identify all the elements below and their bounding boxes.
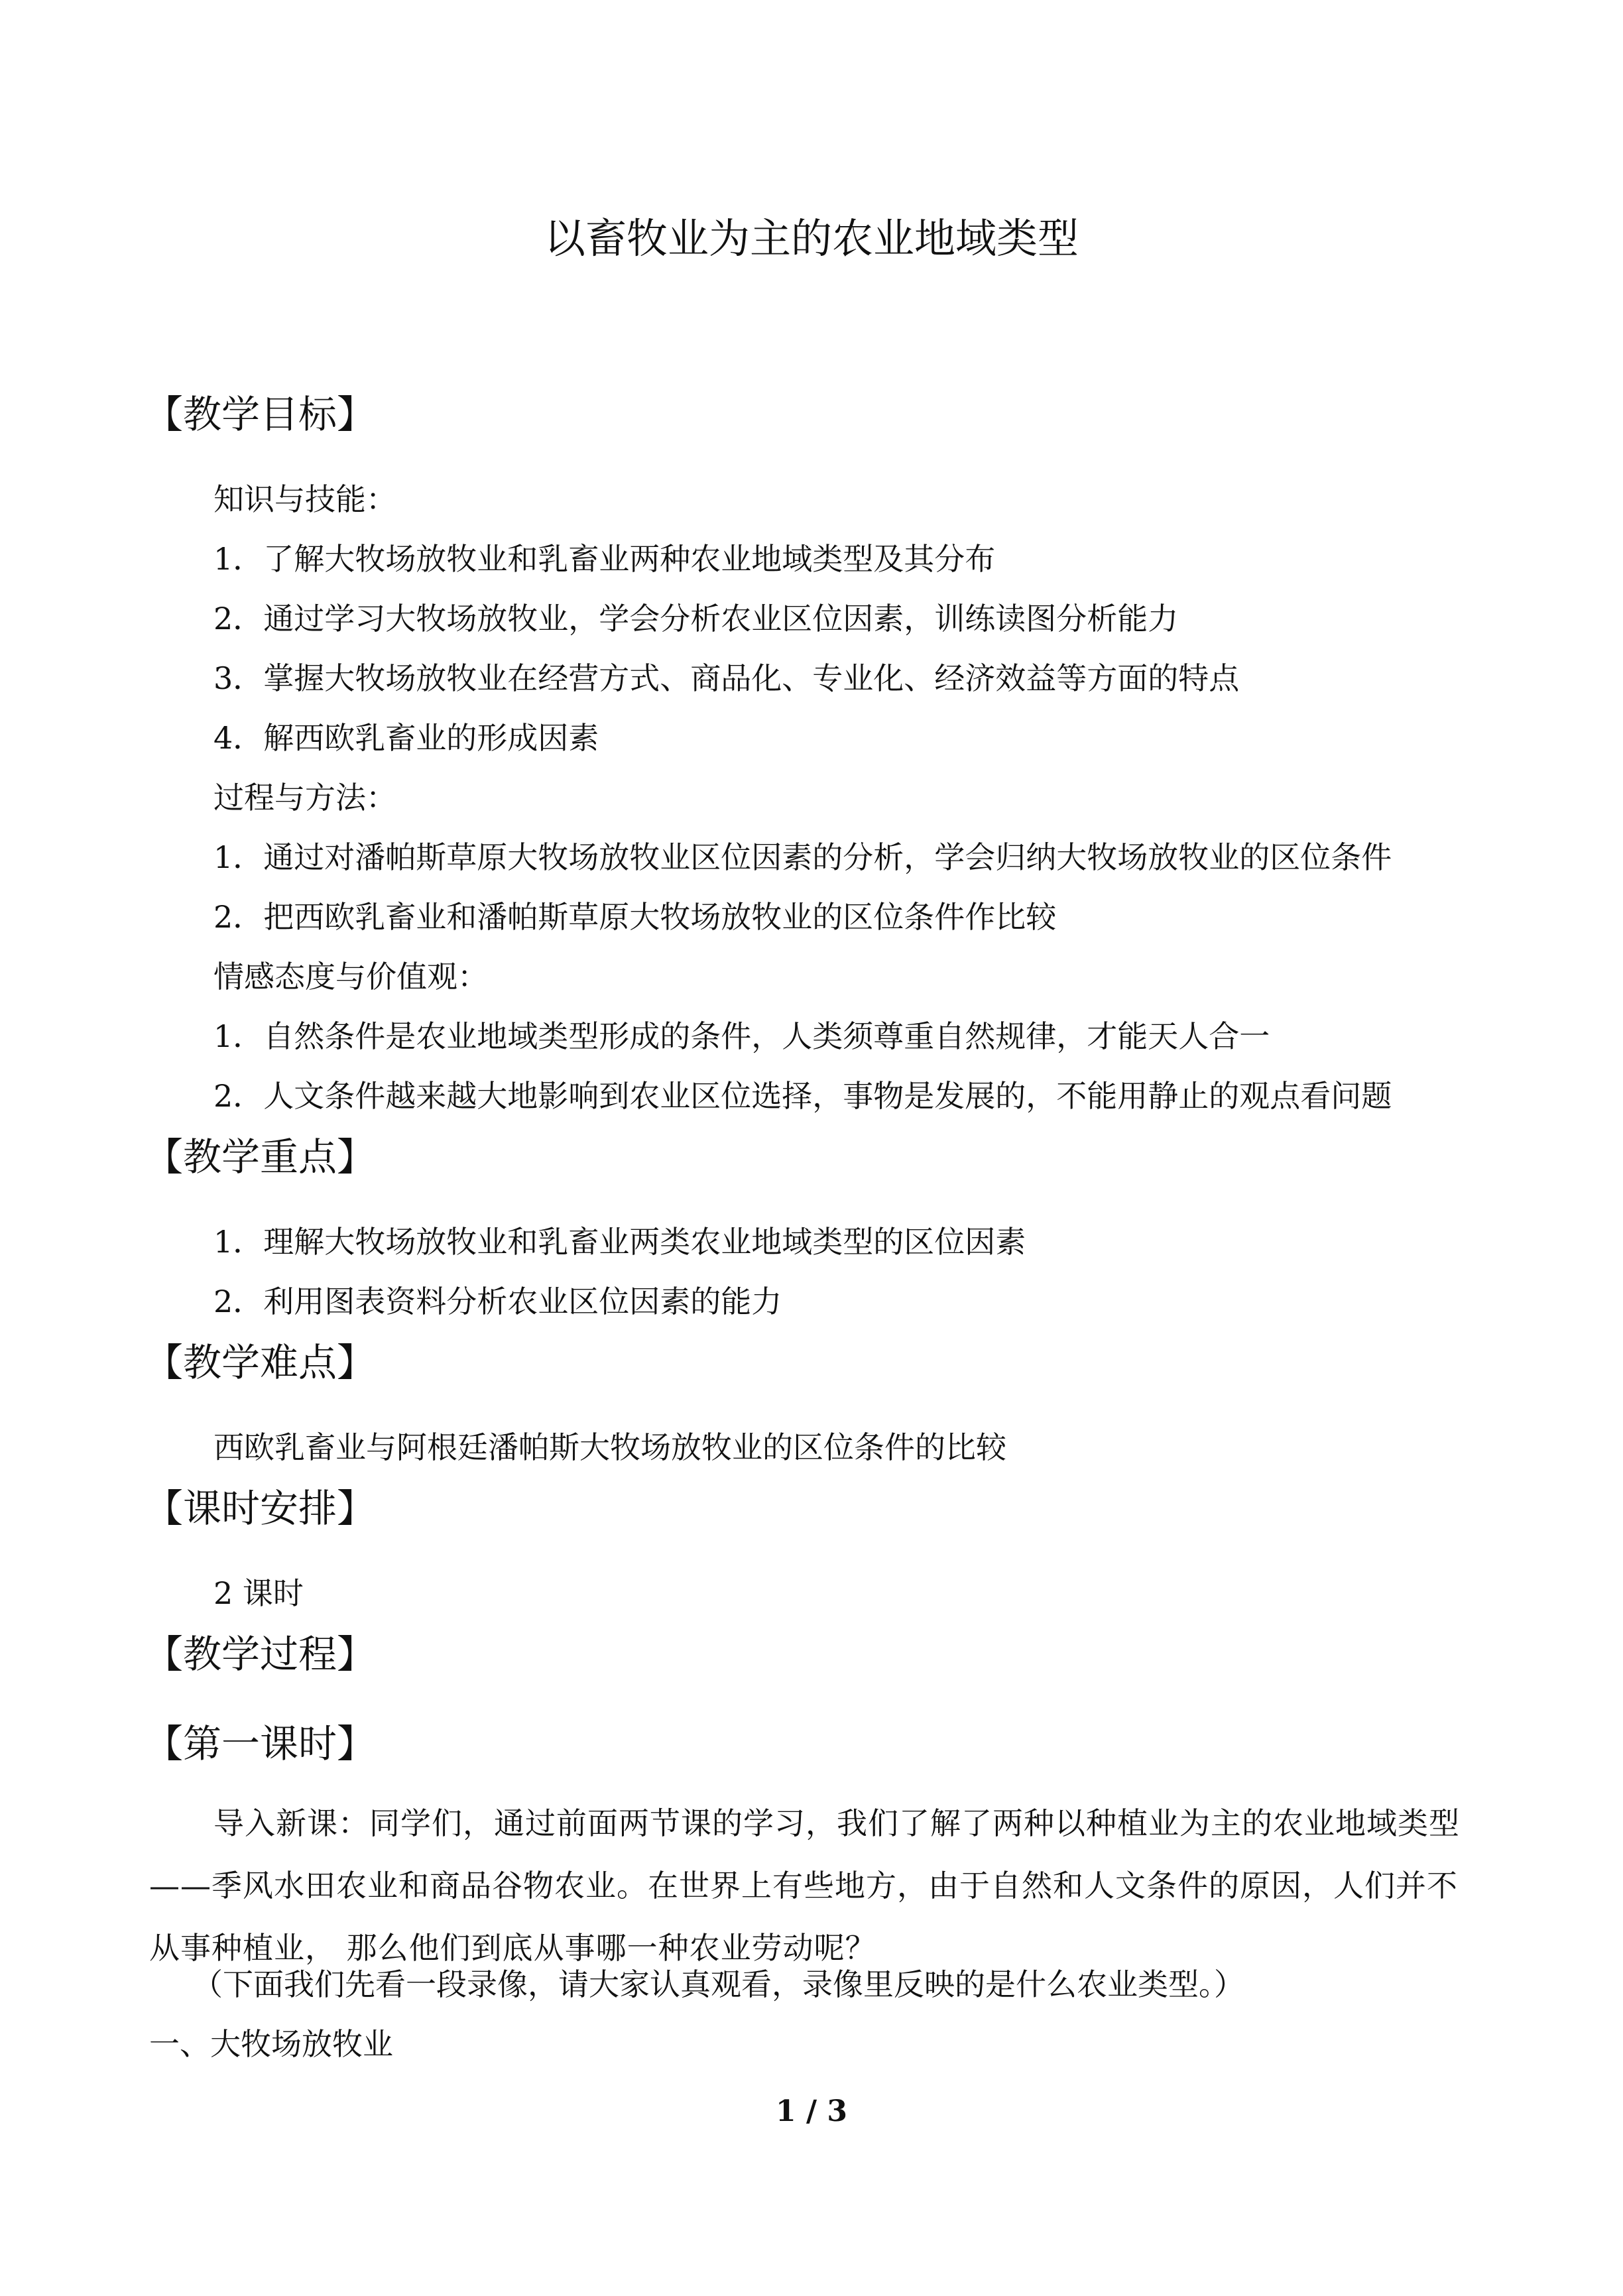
attitude-label: 情感态度与价值观： <box>213 959 488 995</box>
knowledge-item: 1．了解大牧场放牧业和乳畜业两种农业地域类型及其分布 <box>213 541 996 577</box>
heading-lesson-1: 【第一课时】 <box>145 1721 376 1766</box>
lesson-intro-paragraph: 导入新课：同学们，通过前面两节课的学习，我们了解了两种以种植业为主的农业地域类型——季风水田农业和商品谷物农业。在世界上有些地方，由于自然和人文条件的原因，人们并不从事种植业， 那么他们到底从事哪一种农业劳动呢？ <box>149 1805 1460 1966</box>
heading-schedule: 【课时安排】 <box>145 1486 376 1531</box>
subheading-ranching: 一、大牧场放牧业 <box>149 2026 393 2062</box>
page-number: 1 / 3 <box>776 2094 847 2128</box>
difficulty-text: 西欧乳畜业与阿根廷潘帕斯大牧场放牧业的区位条件的比较 <box>213 1429 1006 1465</box>
knowledge-label: 知识与技能： <box>213 481 396 517</box>
heading-objectives: 【教学目标】 <box>145 392 376 437</box>
heading-key-points: 【教学重点】 <box>145 1134 376 1179</box>
heading-difficulties: 【教学难点】 <box>145 1340 376 1385</box>
key-point-item: 1．理解大牧场放牧业和乳畜业两类农业地域类型的区位因素 <box>213 1224 1026 1260</box>
knowledge-item: 3．掌握大牧场放牧业在经营方式、商品化、专业化、经济效益等方面的特点 <box>213 660 1240 696</box>
key-point-item: 2．利用图表资料分析农业区位因素的能力 <box>213 1284 782 1319</box>
knowledge-item: 2．通过学习大牧场放牧业，学会分析农业区位因素，训练读图分析能力 <box>213 601 1179 636</box>
lesson-note: （下面我们先看一段录像，请大家认真观看，录像里反映的是什么农业类型。） <box>192 1966 1244 2002</box>
heading-process: 【教学过程】 <box>145 1632 376 1677</box>
process-item: 2．把西欧乳畜业和潘帕斯草原大牧场放牧业的区位条件作比较 <box>213 899 1057 935</box>
process-label: 过程与方法： <box>213 780 396 816</box>
process-item: 1．通过对潘帕斯草原大牧场放牧业区位因素的分析，学会归纳大牧场放牧业的区位条件 <box>213 839 1392 875</box>
attitude-item: 1．自然条件是农业地域类型形成的条件，人类须尊重自然规律，才能天人合一 <box>213 1018 1270 1054</box>
document-title: 以畜牧业为主的农业地域类型 <box>544 214 1079 263</box>
schedule-text: 2 课时 <box>213 1575 304 1611</box>
knowledge-item: 4．解西欧乳畜业的形成因素 <box>213 720 599 756</box>
attitude-item: 2．人文条件越来越大地影响到农业区位选择，事物是发展的，不能用静止的观点看问题 <box>213 1078 1392 1114</box>
